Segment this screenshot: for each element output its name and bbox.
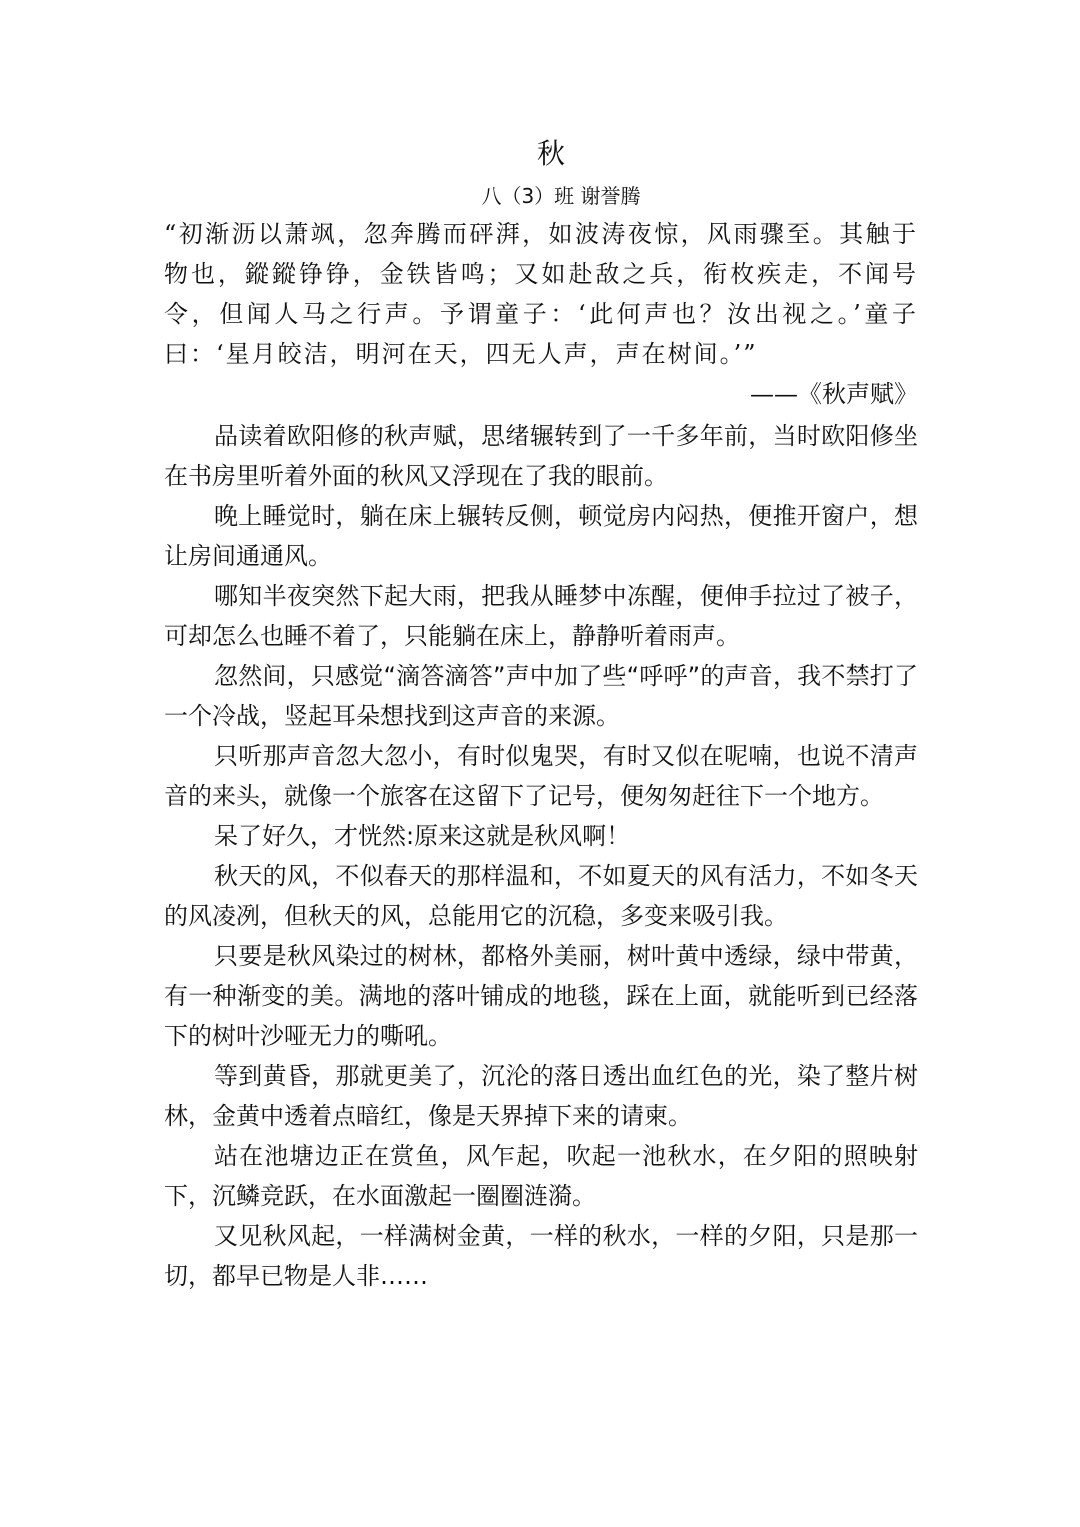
paragraph: 秋天的风，不似春天的那样温和，不如夏天的风有活力，不如冬天的风凌冽，但秋天的风，总能用它的沉稳，多变来吸引我。: [164, 862, 918, 930]
epigraph-source: ——《秋声赋》: [750, 380, 918, 408]
paragraph: 只听那声音忽大忽小，有时似鬼哭，有时又似在呢喃，也说不清声音的来头，就像一个旅客在这留下了记号，便匆匆赶往下一个地方。: [164, 742, 918, 810]
epigraph-quote: “初渐沥以萧飒，忽奔腾而砰湃，如波涛夜惊，风雨骤至。其触于物也，鏦鏦铮铮，金铁皆鸣；又如赴敌之兵，衔枚疾走，不闻号令，但闻人马之行声。予谓童子：‘此何声也？汝出视之。’童子曰：‘星月皎洁，明河在天，四无人声，声在树间。’”: [164, 220, 918, 368]
paragraph: 站在池塘边正在赏鱼，风乍起，吹起一池秋水，在夕阳的照映射下，沉鳞竞跃，在水面激起一圈圈涟漪。: [164, 1142, 918, 1210]
paragraph: 忽然间，只感觉“滴答滴答”声中加了些“呼呼”的声音，我不禁打了一个冷战，竖起耳朵想找到这声音的来源。: [164, 662, 918, 730]
author-byline: 八（3）班 谢誉腾: [481, 184, 641, 208]
essay-page: [164, 130, 918, 1296]
paragraph: 等到黄昏，那就更美了，沉沦的落日透出血红色的光，染了整片树林，金黄中透着点暗红，像是天界掉下来的请柬。: [164, 1062, 918, 1130]
paragraph: 呆了好久，才恍然:原来这就是秋风啊！: [214, 822, 631, 850]
paragraph: 又见秋风起，一样满树金黄，一样的秋水，一样的夕阳，只是那一切，都早已物是人非……: [164, 1222, 918, 1290]
essay-title: 秋: [536, 137, 565, 170]
paragraph: 只要是秋风染过的树林，都格外美丽，树叶黄中透绿，绿中带黄，有一种渐变的美。满地的落叶铺成的地毯，踩在上面，就能听到已经落下的树叶沙哑无力的嘶吼。: [164, 942, 918, 1050]
paragraph: 哪知半夜突然下起大雨，把我从睡梦中冻醒，便伸手拉过了被子，可却怎么也睡不着了，只能躺在床上，静静听着雨声。: [164, 582, 918, 650]
paragraph: 品读着欧阳修的秋声赋，思绪辗转到了一千多年前，当时欧阳修坐在书房里听着外面的秋风又浮现在了我的眼前。: [164, 422, 918, 490]
paragraph: 晚上睡觉时，躺在床上辗转反侧，顿觉房内闷热，便推开窗户，想让房间通通风。: [164, 502, 918, 570]
